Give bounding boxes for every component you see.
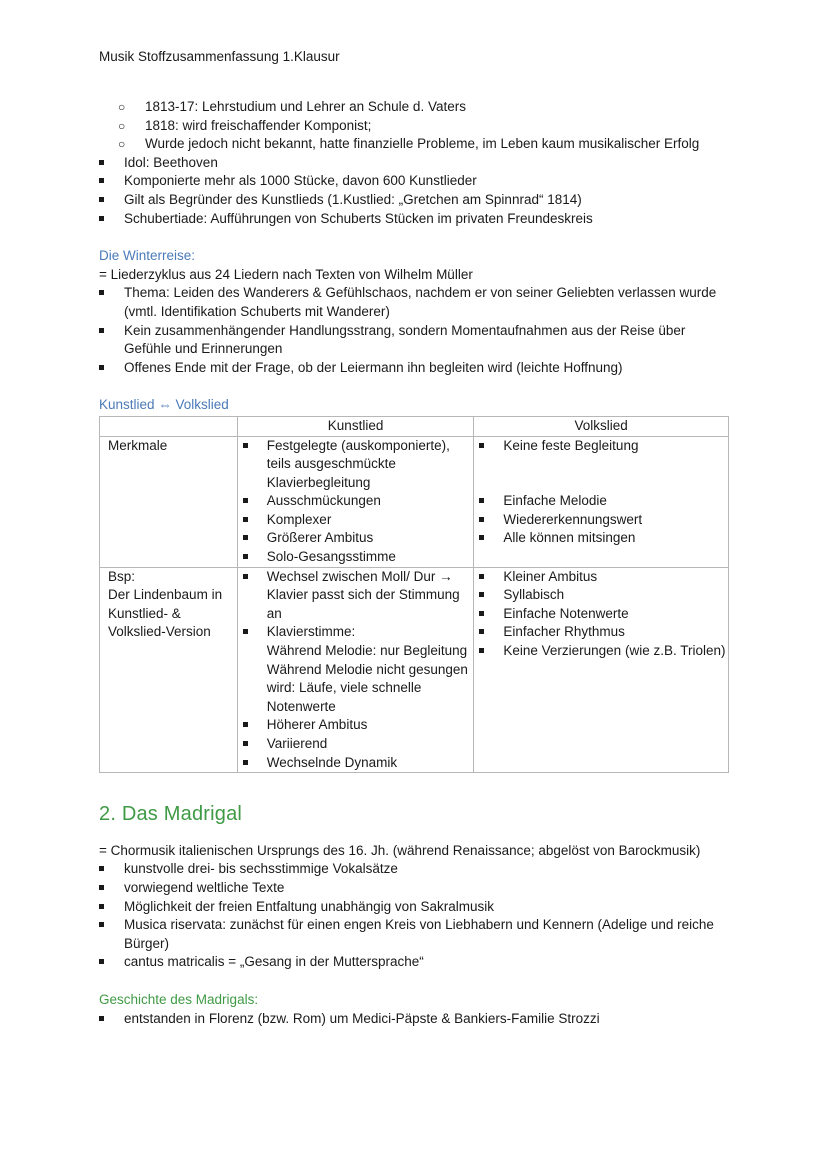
document-content	[99, 98, 739, 1028]
comparison-heading: Kunstlied ⇔ Volkslied	[99, 397, 229, 413]
square-bullet-icon	[479, 592, 484, 597]
square-bullet-icon	[99, 216, 104, 221]
list-item: Keine Verzierungen (wie z.B. Triolen)	[474, 642, 728, 661]
square-bullet-icon	[99, 866, 104, 871]
winterreise-bullet: Kein zusammenhängender Handlungsstrang, sondern Momentaufnahmen aus der Reise über Gefühle und Erinnerungen	[99, 322, 734, 359]
square-bullet-icon	[99, 365, 104, 370]
circle-bullet-icon: ○	[118, 118, 126, 133]
circle-bullet-icon: ○	[118, 100, 126, 114]
list-item: Kleiner Ambitus	[474, 568, 728, 587]
page-header: Musik Stoffzusammenfassung 1.Klausur	[99, 49, 340, 64]
table-header-empty	[100, 416, 238, 436]
square-bullet-icon	[243, 443, 248, 448]
square-bullet-icon	[99, 328, 104, 333]
square-bullet-icon	[479, 611, 484, 616]
list-item: Syllabisch	[474, 586, 728, 605]
square-bullet-icon	[479, 498, 484, 503]
kunstlied-cell	[237, 436, 474, 567]
list-item: Komplexer	[238, 511, 474, 530]
schubert-bullet: Schubertiade: Aufführungen von Schuberts Stücken im privaten Freundeskreis	[99, 210, 739, 229]
section-title: 2. Das Madrigal	[99, 803, 243, 826]
list-item-detail: Während Melodie nicht gesungen wird: Läufe, viele schnelle Notenwerte	[266, 661, 468, 714]
winterreise-intro: = Liederzyklus aus 24 Liedern nach Texten von Wilhelm Müller	[99, 266, 473, 282]
list-item: Einfacher Rhythmus	[474, 623, 728, 642]
square-bullet-icon	[99, 959, 104, 964]
square-bullet-icon	[99, 904, 104, 909]
madrigal-bullet: vorwiegend weltliche Texte	[99, 879, 739, 898]
square-bullet-icon	[243, 741, 248, 746]
square-bullet-icon	[479, 517, 484, 522]
schubert-bullet: Idol: Beethoven	[99, 154, 739, 173]
square-bullet-icon	[99, 922, 104, 927]
list-item: Klavierstimme:	[238, 623, 474, 642]
square-bullet-icon	[243, 629, 248, 634]
madrigal-bullet: cantus matricalis = „Gesang in der Muttersprache“	[99, 953, 739, 972]
list-item: Einfache Notenwerte	[474, 605, 728, 624]
volkslied-cell	[474, 436, 729, 567]
list-item: Festgelegte (auskomponierte), teils ausgeschmückte Klavierbegleitung	[238, 437, 474, 493]
row-label: Bsp: Der Lindenbaum in Kunstlied- & Volkslied-Version	[100, 567, 238, 773]
list-item: Solo-Gesangsstimme	[238, 548, 474, 567]
square-bullet-icon	[243, 535, 248, 540]
table-header-row	[100, 416, 729, 436]
volkslied-cell	[474, 567, 729, 773]
square-bullet-icon	[479, 629, 484, 634]
list-item: Einfache Melodie	[474, 492, 728, 511]
winterreise-bullet: Offenes Ende mit der Frage, ob der Leiermann ihn begleiten wird (leichte Hoffnung)	[99, 359, 739, 378]
square-bullet-icon	[99, 178, 104, 183]
schubert-bullet: Gilt als Begründer des Kunstlieds (1.Kustlied: „Gretchen am Spinnrad“ 1814)	[99, 191, 739, 210]
square-bullet-icon	[243, 517, 248, 522]
madrigal-bullet: kunstvolle drei- bis sechsstimmige Vokalsätze	[99, 860, 739, 879]
square-bullet-icon	[99, 290, 104, 295]
table-header-volkslied: Volkslied	[474, 416, 729, 436]
schubert-sub-item: ○ Wurde jedoch nicht bekannt, hatte finanzielle Probleme, im Leben kaum musikalischer Erfolg	[99, 135, 739, 154]
schubert-bullet: Komponierte mehr als 1000 Stücke, davon 600 Kunstlieder	[99, 172, 739, 191]
list-item: Wechsel zwischen Moll/ Dur → Klavier passt sich der Stimmung an	[238, 568, 474, 624]
square-bullet-icon	[243, 498, 248, 503]
table-row	[100, 436, 729, 567]
list-item-detail: Während Melodie: nur Begleitung	[266, 643, 468, 659]
list-item: Alle können mitsingen	[474, 529, 728, 548]
square-bullet-icon	[243, 574, 248, 579]
square-bullet-icon	[479, 574, 484, 579]
square-bullet-icon	[99, 160, 104, 165]
madrigal-bullet: Möglichkeit der freien Entfaltung unabhängig von Sakralmusik	[99, 898, 739, 917]
square-bullet-icon	[99, 1016, 104, 1021]
list-item: Wechselnde Dynamik	[238, 754, 474, 773]
square-bullet-icon	[479, 535, 484, 540]
square-bullet-icon	[243, 760, 248, 765]
square-bullet-icon	[243, 554, 248, 559]
schubert-sub-item: ○ 1818: wird freischaffender Komponist;	[99, 117, 739, 136]
circle-bullet-icon: ○	[118, 137, 126, 152]
table-row	[100, 567, 729, 773]
square-bullet-icon	[243, 722, 248, 727]
madrigal-intro: = Chormusik italienischen Ursprungs des 16. Jh. (während Renaissance; abgelöst von Barockmusik)	[99, 842, 701, 858]
row-label: Merkmale	[100, 436, 238, 567]
list-item: Keine feste Begleitung	[474, 437, 728, 456]
square-bullet-icon	[99, 885, 104, 890]
table-header-kunstlied: Kunstlied	[237, 416, 474, 436]
list-item: Ausschmückungen	[238, 492, 474, 511]
madrigal-history-heading: Geschichte des Madrigals:	[99, 991, 259, 1007]
madrigal-bullet: Musica riservata: zunächst für einen engen Kreis von Liebhabern und Kennern (Adelige und reiche Bürger)	[99, 916, 724, 953]
comparison-table	[99, 416, 729, 773]
schubert-sub-item: ○ 1813-17: Lehrstudium und Lehrer an Schule d. Vaters	[99, 98, 739, 117]
madrigal-history-bullet: entstanden in Florenz (bzw. Rom) um Medici-Päpste & Bankiers-Familie Strozzi	[99, 1010, 739, 1029]
square-bullet-icon	[99, 197, 104, 202]
winterreise-heading: Die Winterreise:	[99, 248, 196, 264]
list-item: Variierend	[238, 735, 474, 754]
list-item: Höherer Ambitus	[238, 716, 474, 735]
winterreise-bullet: Thema: Leiden des Wanderers & Gefühlschaos, nachdem er von seiner Geliebten verlassen wurde (vmtl. Identifikation Schuberts mit Wanderer)	[99, 284, 724, 321]
square-bullet-icon	[479, 648, 484, 653]
list-item: Wiedererkennungswert	[474, 511, 728, 530]
kunstlied-cell	[237, 567, 474, 773]
list-item: Größerer Ambitus	[238, 529, 474, 548]
square-bullet-icon	[479, 443, 484, 448]
